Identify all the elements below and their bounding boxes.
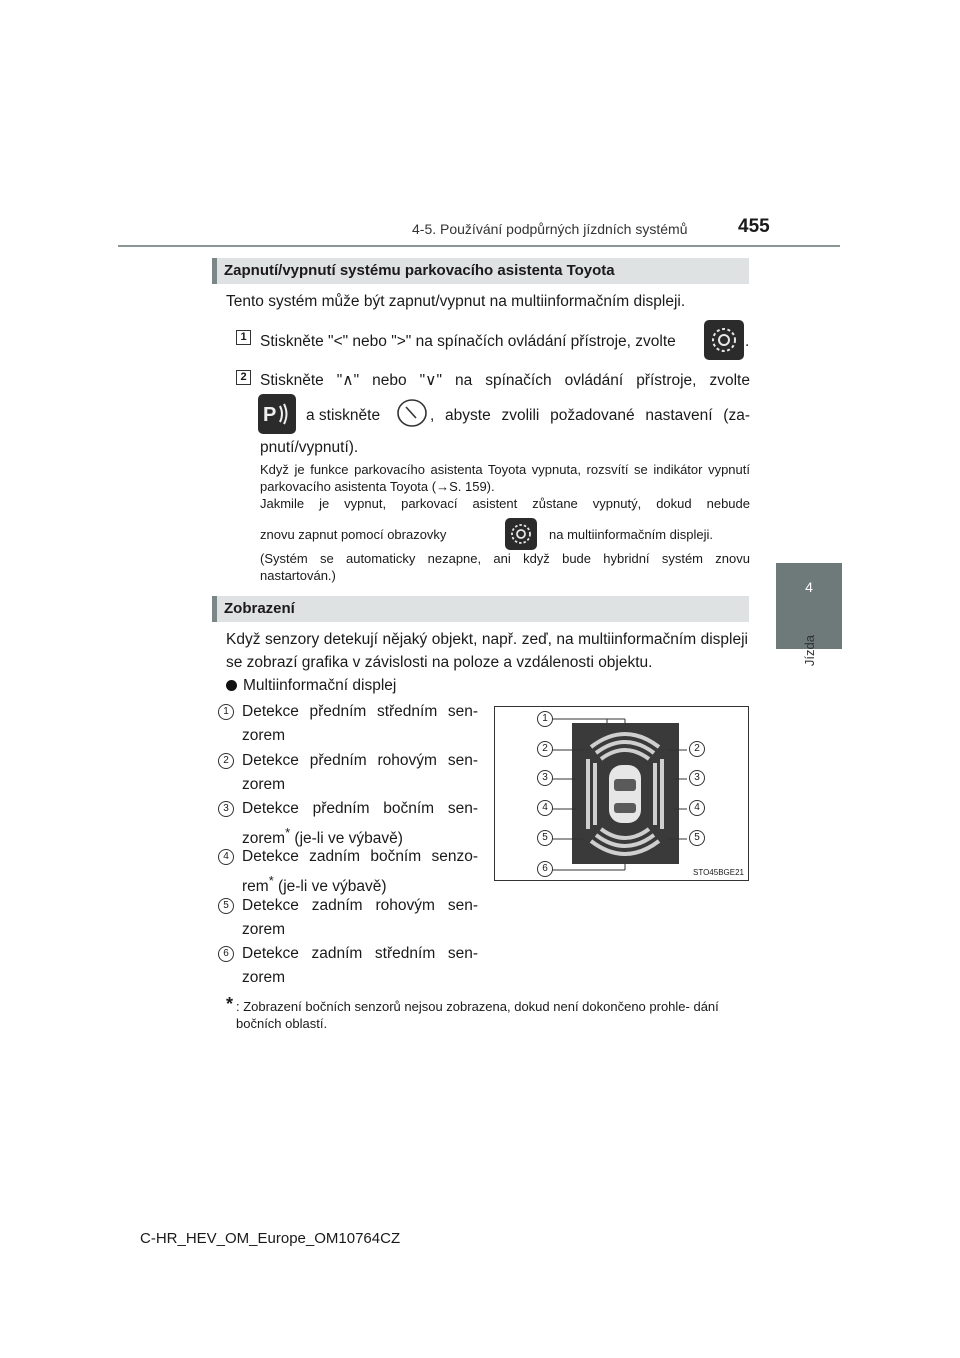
bullet-display: Multiinformační displej <box>226 674 396 697</box>
note-screen-b: na multiinformačním displeji. <box>549 527 714 542</box>
legend-item: Detekce předním rohovým sen- zorem <box>242 752 478 793</box>
callout-left: 2 <box>537 741 553 757</box>
diagram-code: STO45BGE21 <box>693 868 744 877</box>
step-2-line1: Stiskněte "∧" nebo "∨" na spínačích ovládání přístroje, zvolte <box>260 372 750 389</box>
svg-text:P: P <box>263 404 277 426</box>
callout-right: 4 <box>689 800 705 816</box>
callout-right: 5 <box>689 830 705 846</box>
legend-num: 3 <box>218 801 234 817</box>
callout-right: 3 <box>689 770 705 786</box>
parking-assist-icon <box>258 394 296 434</box>
section2-intro: Když senzory detekují nějaký objekt, např. zeď, na multiinformačním displeji se zobrazí grafika v závislosti na poloze a vzdálenosti objektu. <box>226 631 748 671</box>
legend-num: 6 <box>218 946 234 962</box>
gear-settings-icon <box>704 320 744 360</box>
legend-item: Detekce zadním středním sen- zorem <box>242 945 478 986</box>
chapter-title: 4-5. Používání podpůrných jízdních systémů <box>412 221 688 237</box>
step-2-line3: pnutí/vypnutí). <box>260 439 359 456</box>
note-stays-off: Jakmile je vypnut, parkovací asistent zůstane vypnutý, dokud nebude <box>260 496 750 511</box>
header-divider <box>118 245 840 247</box>
section1-intro: Tento systém může být zapnut/vypnut na multiinformačním displeji. <box>226 293 686 310</box>
legend-num: 5 <box>218 898 234 914</box>
legend-item: Detekce zadním bočním senzo- rem* (je-li ve výbavě) <box>242 848 478 896</box>
note-auto: (Systém se automaticky nezapne, ani když bude hybridní systém znovu nastartován.) <box>260 551 750 583</box>
enter-button-icon <box>394 396 430 430</box>
gear-settings-icon-small <box>505 518 537 550</box>
step-2-line2a: a stiskněte <box>306 407 381 424</box>
step-1-end: . <box>745 333 750 350</box>
page-number: 455 <box>738 216 770 237</box>
callout-left: 3 <box>537 770 553 786</box>
bullet-icon <box>226 680 237 691</box>
document-code: C-HR_HEV_OM_Europe_OM10764CZ <box>140 1230 401 1247</box>
sensor-display-diagram <box>494 706 749 881</box>
callout-left: 6 <box>537 861 553 877</box>
legend-num: 4 <box>218 849 234 865</box>
step-1-text: Stiskněte "<" nebo ">" na spínačích ovládání přístroje, zvolte <box>260 333 676 350</box>
note-off-indicator: Když je funkce parkovacího asistenta Toyota vypnuta, rozsvítí se indikátor vypnutí parkovacího asistenta Toyota (→S. 159). <box>260 462 750 494</box>
legend-item: Detekce zadním rohovým sen- zorem <box>242 897 478 938</box>
legend-num: 2 <box>218 753 234 769</box>
legend-num: 1 <box>218 704 234 720</box>
footnote-mark: * <box>226 994 234 1014</box>
section-heading-display: Zobrazení <box>212 596 749 622</box>
step-2-line2b: , abyste zvolili požadované nastavení (za- <box>430 407 750 424</box>
chapter-tab-label: Jízda <box>802 635 817 667</box>
legend-item: Detekce předním bočním sen- zorem* (je-li ve výbavě) <box>242 800 478 848</box>
footnote-text: : Zobrazení bočních senzorů nejsou zobrazena, dokud není dokončeno prohle- dání bočních oblastí. <box>236 999 719 1031</box>
callout-left: 1 <box>537 711 553 727</box>
sensor-display-graphic <box>495 707 748 880</box>
legend-item: Detekce předním středním sen- zorem <box>242 703 478 744</box>
section-heading-toggle: Zapnutí/vypnutí systému parkovacího asistenta Toyota <box>212 258 749 284</box>
step-2-number: 2 <box>236 370 251 385</box>
note-screen-a: znovu zapnut pomocí obrazovky <box>260 527 447 542</box>
callout-left: 4 <box>537 800 553 816</box>
callout-right: 2 <box>689 741 705 757</box>
step-1-number: 1 <box>236 330 251 345</box>
callout-left: 5 <box>537 830 553 846</box>
chapter-tab-number: 4 <box>805 579 813 595</box>
